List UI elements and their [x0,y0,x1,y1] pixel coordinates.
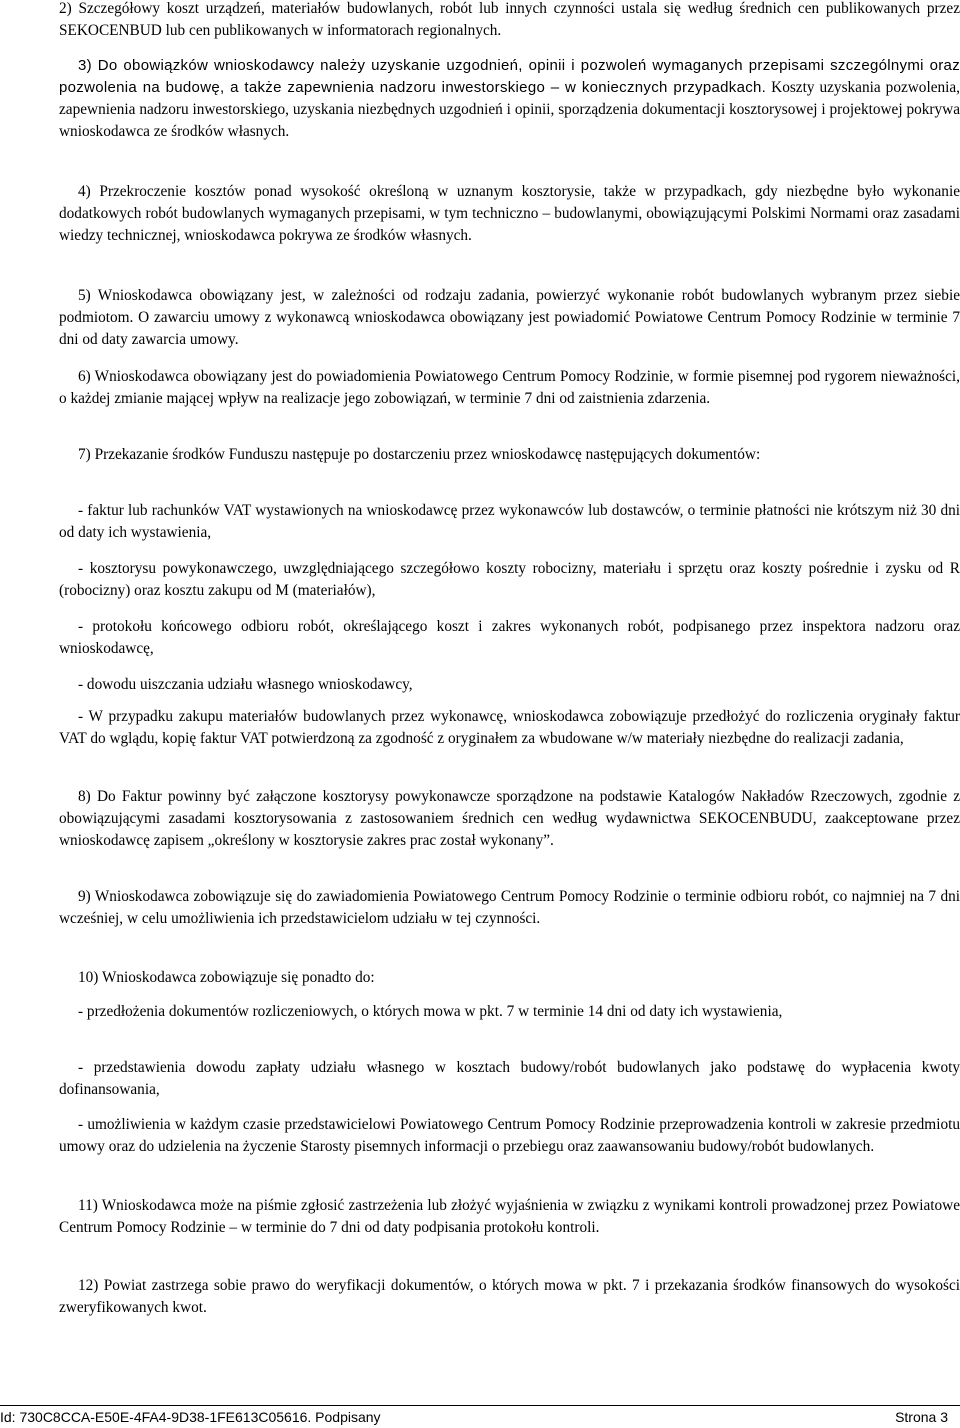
paragraph-10-inspection: - umożliwienia w każdym czasie przedstawicielowi Powiatowego Centrum Pomocy Rodzinie przeprowadzenia kontroli w zakresie przedmiotu umowy oraz do udzielenia na życzenie Starosty pisemnych informacji o przebiegu oraz zaawansowaniu budowy/robót budowlanych. [59,1116,960,1155]
paragraph-10-payment-proof: - przedstawienia dowodu zapłaty udziału własnego w kosztach budowy/robót budowlanych jako podstawę do wypłacenia kwoty dofinansowania, [59,1059,960,1098]
paragraph-6: 6) Wnioskodawca obowiązany jest do powiadomienia Powiatowego Centrum Pomocy Rodzinie, w formie pisemnej pod rygorem nieważności, o każdej zmianie mającej wpływ na realizacje jego zobowiązań, w terminie 7 dni od zaistnienia zdarzenia. [59,368,960,407]
paragraph-7-own-contribution: - dowodu uiszczania udziału własnego wnioskodawcy, [78,676,413,693]
paragraph-5: 5) Wnioskodawca obowiązany jest, w zależności od rodzaju zadania, powierzyć wykonanie robót budowlanych wybranym przez siebie podmiotom. O zawarciu umowy z wykonawcą wnioskodawca obowiązany jest powiadomić Powiatowe Centrum Pomocy Rodzinie w terminie 7 dni od daty zawarcia umowy. [59,287,960,348]
paragraph-7-materials: - W przypadku zakupu materiałów budowlanych przez wykonawcę, wnioskodawca zobowiązuje przedłożyć do rozliczenia oryginały faktur VAT do wglądu, kopię faktur VAT potwierdzoną za zgodność z oryginałem za wbudowane w/w materiały niezbędne do realizacji zadania, [59,708,960,747]
paragraph-7-invoices: - faktur lub rachunków VAT wystawionych na wnioskodawcę przez wykonawców lub dostawców, o terminie płatności nie krótszym niż 30 dni od daty ich wystawienia, [59,502,960,541]
paragraph-7: 7) Przekazanie środków Funduszu następuje po dostarczeniu przez wnioskodawcę następujących dokumentów: [78,446,761,463]
paragraph-9: 9) Wnioskodawca zobowiązuje się do zawiadomienia Powiatowego Centrum Pomocy Rodzinie o terminie odbioru robót, co najmniej na 7 dni wcześniej, w celu umożliwienia ich przedstawicielom udziału w tej czynności. [59,888,960,927]
paragraph-11: 11) Wnioskodawca może na piśmie zgłosić zastrzeżenia lub złożyć wyjaśnienia w związku z wynikami kontroli prowadzonej przez Powiatowe Centrum Pomocy Rodzinie – w terminie do 7 dni od daty podpisania protokołu kontroli. [59,1197,960,1236]
paragraph-4: 4) Przekroczenie kosztów ponad wysokość określoną w uznanym kosztorysie, także w przypadkach, gdy niezbędne było wykonanie dodatkowych robót budowlanych wymaganych przepisami, w tym techniczno – budowlanymi, obowiązującymi Polskimi Normami oraz zasadami wiedzy technicznej, wnioskodawca pokrywa ze środków własnych. [59,183,960,244]
page-footer [0,1409,960,1427]
paragraph-7-protocol: - protokołu końcowego odbioru robót, określającego koszt i zakres wykonanych robót, podpisanego przez inspektora nadzoru oraz wnioskodawcę, [59,618,960,657]
paragraph-3-costs: Koszty uzyskania pozwolenia, zapewnienia nadzoru inwestorskiego, uzyskania niezbędnych uzgodnień i opinii, sporządzenia dokumentacji kosztorysowej i projektowej pokrywa wnioskodawca ze środków własnych. [59,79,960,140]
paragraph-10-documents: - przedłożenia dokumentów rozliczeniowych, o których mowa w pkt. 7 w terminie 14 dni od daty ich wystawienia, [78,1003,783,1020]
paragraph-8: 8) Do Faktur powinny być załączone kosztorysy powykonawcze sporządzone na podstawie Katalogów Nakładów Rzeczowych, zgodnie z obowiązującymi zasadami kosztorysowania z zastosowaniem średnich cen według wydawnictwa SEKOCENBUDU, zaakceptowane przez wnioskodawcę zapisem „określony w kosztorysie zakres prac został wykonany”. [59,788,960,849]
document-page [59,0,960,1428]
document-id: Id: 730C8CCA-E50E-4FA4-9D38-1FE613C05616. Podpisany [0,1409,381,1425]
paragraph-7-cost-estimate: - kosztorysu powykonawczego, uwzględniającego szczegółowo koszty robocizny, materiału i sprzętu oraz koszty pośrednie i zysku od R (robocizny) oraz kosztu zakupu od M (materiałów), [59,560,960,599]
paragraph-2: 2) Szczegółowy koszt urządzeń, materiałów budowlanych, robót lub innych czynności ustala się według średnich cen publikowanych przez SEKOCENBUD lub cen publikowanych w informatorach regionalnych. [59,0,960,39]
paragraph-12: 12) Powiat zastrzega sobie prawo do weryfikacji dokumentów, o których mowa w pkt. 7 i przekazania środków finansowych do wysokości zweryfikowanych kwot. [59,1277,960,1316]
footer-divider [0,1405,960,1406]
section-3 [59,55,960,143]
paragraph-10: 10) Wnioskodawca zobowiązuje się ponadto do: [78,969,375,986]
page-number: Strona 3 [895,1409,948,1425]
paragraph-3-obligations: 3) Do obowiązków wnioskodawcy należy uzyskanie uzgodnień, opinii i pozwoleń wymaganych przepisami szczególnymi oraz pozwolenia na budowę, a także zapewnienia nadzoru inwestorskiego – w koniecznych przypadkach. [59,57,960,96]
